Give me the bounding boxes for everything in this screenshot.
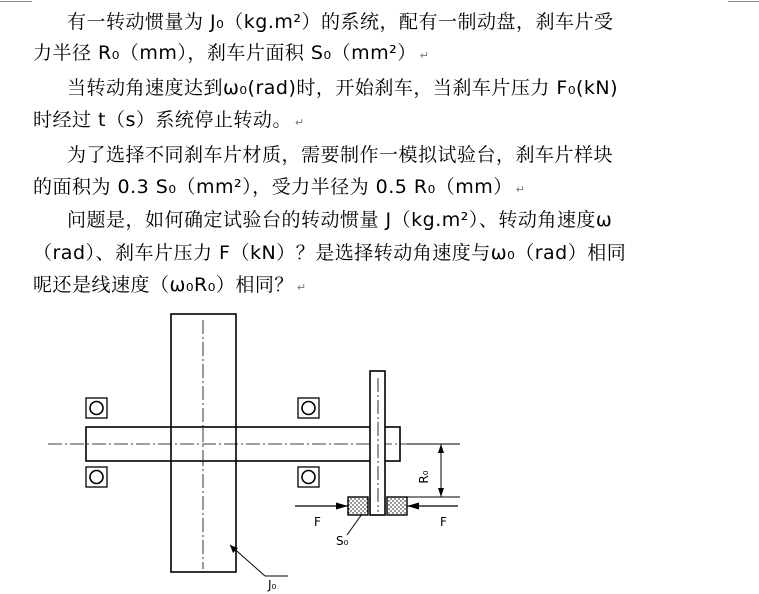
brake-disk [370,371,385,515]
bearing-lower-left-icon [86,467,107,487]
force-label-right: F [440,515,447,529]
radius-label: R₀ [417,470,431,484]
area-label: S₀ [336,534,349,548]
text-line-3-content: 当转动角速度达到ω₀(rad)时，开始刹车，当刹车片压力 F₀(kN) [67,77,618,99]
force-arrow-left-icon [295,503,348,510]
inertia-label: J₀ [268,578,277,592]
brake-pad-right [387,497,407,515]
radius-dimension [407,444,460,497]
brake-pad-left [348,497,368,515]
text-line-7-content: 问题是，如何确定试验台的转动惯量 J（kg.m²）、转动角速度ω [67,209,613,231]
paragraph-mark-icon: ↵ [296,281,307,294]
text-line-1-content: 有一转动惯量为 J₀（kg.m²）的系统，配有一制动盘，刹车片受 [67,11,614,33]
text-line-5-content: 为了选择不同刹车片材质，需要制作一模拟试验台，刹车片样块 [67,144,614,166]
bearing-upper-left-icon [86,398,107,418]
text-line-8-content: （rad）、刹车片压力 F（kN）？是选择转动角速度与ω₀（rad）相同 [33,242,627,264]
force-label-left: F [314,515,321,529]
text-line-2-content: 力半径 R₀（mm），刹车片面积 S₀（mm²） [33,42,417,64]
bearing-lower-right-icon [298,467,319,487]
bearing-upper-right-icon [298,398,319,418]
paragraph-mark-icon: ↵ [515,183,526,196]
shaft [48,427,456,461]
paragraph-mark-icon: ↵ [419,49,430,62]
force-arrow-right-icon [407,503,458,510]
paragraph-mark-icon: ↵ [294,116,305,129]
text-line-6-content: 的面积为 0.3 S₀（mm²），受力半径为 0.5 R₀（mm） [33,176,513,198]
text-line-9-content: 呢还是线速度（ω₀R₀）相同？ [33,274,294,296]
text-line-4-content: 时经过 t（s）系统停止转动。 [33,109,292,131]
